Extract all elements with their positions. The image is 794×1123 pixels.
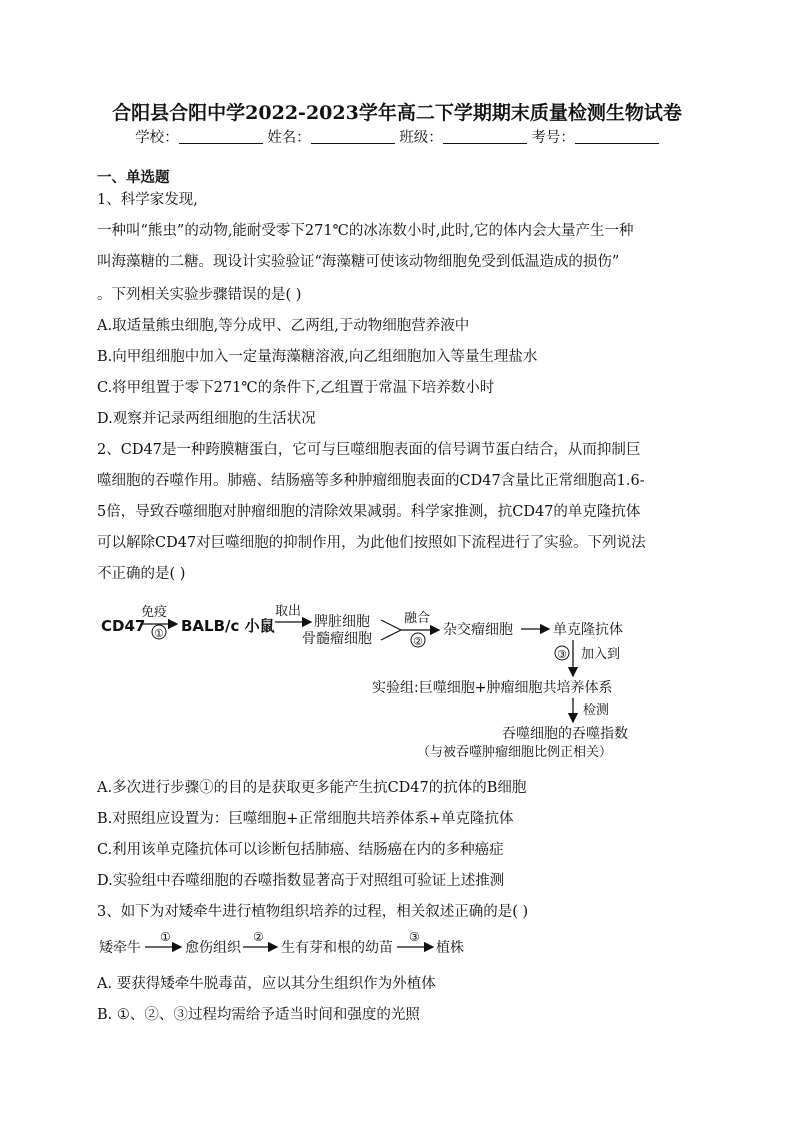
- q3-stem: 3、如下为对矮牵牛进行植物组织培养的过程，相关叙述正确的是( ): [97, 904, 529, 920]
- q1-line: 。下列相关实验步骤错误的是( ): [97, 287, 302, 303]
- q2-line: 5倍，导致吞噬细胞对肿瘤细胞的清除效果减弱。科学家推测，抗CD47的单克隆抗体: [97, 504, 641, 520]
- q1-option-b: B.向甲组细胞中加入一定量海藻糖溶液,向乙组细胞加入等量生理盐水: [97, 349, 538, 365]
- tissue-culture-flow: [97, 928, 464, 960]
- q1-line: 1、科学家发现,: [97, 192, 198, 208]
- myeloma-cell-label: 骨髓瘤细胞: [302, 631, 372, 647]
- exam-no-label: 考号：: [531, 130, 575, 146]
- q2-line: 噬细胞的吞噬作用。肺癌、结肠癌等多种肿瘤细胞表面的CD47含量比正常细胞高1.6-: [97, 473, 645, 489]
- class-label: 班级：: [399, 130, 443, 146]
- class-blank: [443, 129, 527, 144]
- antibody-flow-diagram: [97, 598, 687, 768]
- plant-label: 植株: [436, 940, 464, 956]
- spleen-cell-label: 脾脏细胞: [314, 614, 370, 630]
- q2-option-d: D.实验组中吞噬细胞的吞噬指数显著高于对照组可验证上述推测: [97, 873, 505, 889]
- fuse-label: 融合: [404, 611, 431, 626]
- q2-line: 可以解除CD47对巨噬细胞的抑制作用，为此他们按照如下流程进行了实验。下列说法: [97, 535, 646, 551]
- seedling-label: 生有芽和根的幼苗: [281, 940, 393, 956]
- callus-label: 愈伤组织: [185, 940, 241, 956]
- q3-option-a: A. 要获得矮牵牛脱毒苗，应以其分生组织作为外植体: [97, 976, 436, 992]
- index-note: （与被吞噬肿瘤细胞比例正相关）: [417, 745, 613, 760]
- flow-step1-label: ①: [160, 930, 171, 944]
- q2-option-b: B.对照组应设置为：巨噬细胞+正常细胞共培养体系+单克隆抗体: [97, 811, 514, 827]
- step3-label: ③: [557, 648, 567, 661]
- exam-no-blank: [575, 129, 659, 144]
- q1-option-c: C.将甲组置于零下271℃的条件下,乙组置于常温下培养数小时: [97, 380, 495, 396]
- mouse-label: BALB/c 小鼠: [181, 617, 275, 635]
- q2-line: 不正确的是( ): [97, 566, 186, 582]
- q1-option-a: A.取适量熊虫细胞,等分成甲、乙两组,于动物细胞营养液中: [97, 318, 470, 334]
- q1-option-d: D.观察并记录两组细胞的生活状况: [97, 411, 316, 427]
- flow-step3-label: ③: [409, 930, 420, 944]
- q1-line: 叫海藻糖的二糖。现设计实验验证“海藻糖可使该动物细胞免受到低温造成的损伤”: [97, 254, 620, 270]
- experiment-group-label: 实验组:巨噬细胞+肿瘤细胞共培养体系: [372, 680, 613, 696]
- hybridoma-label: 杂交瘤细胞: [443, 622, 513, 638]
- q3-option-b: B. ①、②、③过程均需给予适当时间和强度的光照: [97, 1007, 420, 1023]
- section-heading: 一、单选题: [97, 169, 170, 186]
- add-to-label: 加入到: [581, 647, 621, 662]
- petunia-label: 矮牵牛: [99, 940, 141, 956]
- q2-option-a: A.多次进行步骤①的目的是获取更多能产生抗CD47的抗体的B细胞: [97, 780, 527, 796]
- flow-step2-label: ②: [253, 930, 264, 944]
- phagocytic-index-label: 吞噬细胞的吞噬指数: [502, 726, 628, 742]
- q1-line: 一种叫“熊虫”的动物,能耐受零下271℃的冰冻数小时,此时,它的体内会大量产生一种: [97, 223, 634, 239]
- step2-label: ②: [413, 635, 423, 648]
- name-blank: [311, 129, 395, 144]
- student-info-row: [0, 126, 794, 147]
- merge-line: [381, 630, 401, 640]
- q2-line: 2、CD47是一种跨膜糖蛋白，它可与巨噬细胞表面的信号调节蛋白结合，从而抑制巨: [97, 442, 641, 458]
- school-label: 学校：: [135, 130, 179, 146]
- immunize-label: 免疫: [141, 605, 168, 620]
- q2-option-c: C.利用该单克隆抗体可以诊断包括肺癌、结肠癌在内的多种癌症: [97, 842, 504, 858]
- antibody-label: 单克隆抗体: [553, 622, 623, 638]
- exam-title: 合阳县合阳中学2022-2023学年高二下学期期末质量检测生物试卷: [112, 102, 682, 124]
- step1-label: ①: [154, 627, 164, 640]
- school-blank: [179, 129, 263, 144]
- extract-label: 取出: [275, 604, 302, 619]
- name-label: 姓名：: [267, 130, 311, 146]
- merge-line: [381, 620, 401, 630]
- detect-label: 检测: [583, 703, 610, 718]
- cd47-label: CD47: [101, 617, 146, 635]
